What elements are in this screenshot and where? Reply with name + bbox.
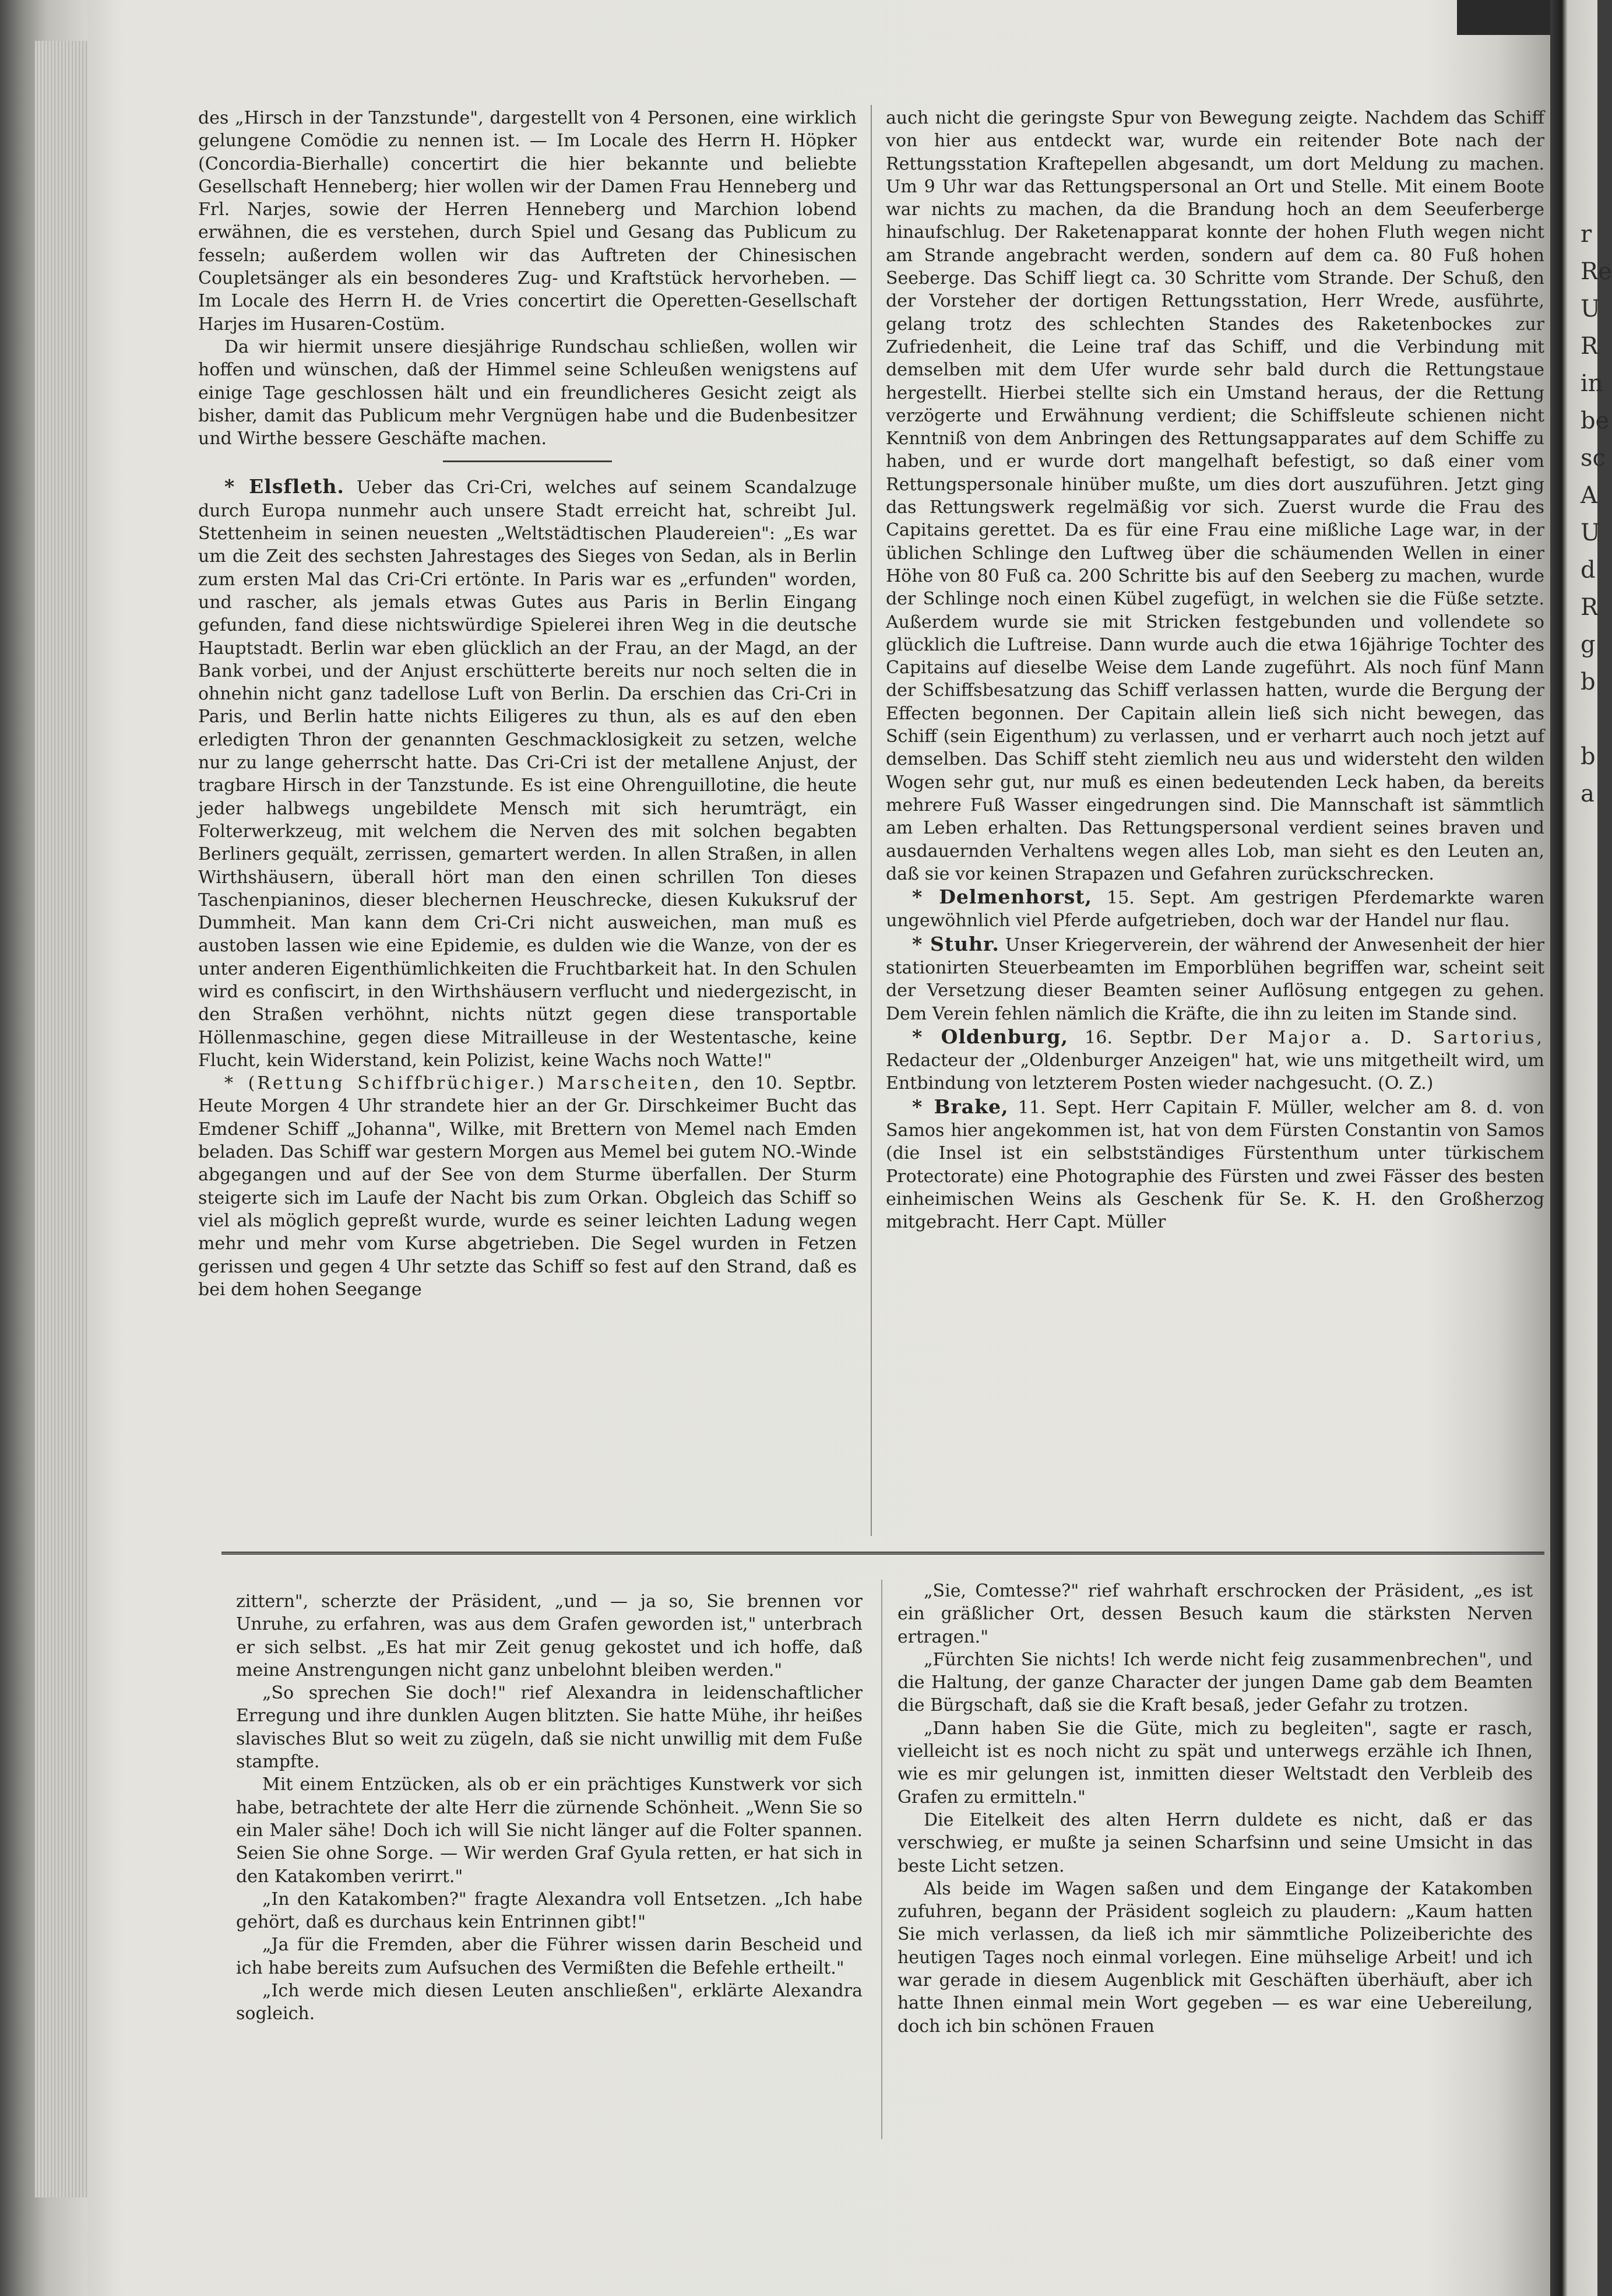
item-heading: * Elsfleth. xyxy=(224,475,344,498)
news-item-stuhr xyxy=(886,933,1544,1025)
article-text: Redacteur der „Oldenburger Anzeigen" hat, wie uns mitgetheilt wird, um Entbindung von letzterem Posten wieder nachgesucht. xyxy=(886,1050,1544,1094)
feuilleton-separator xyxy=(221,1552,1544,1555)
news-column-right xyxy=(886,107,1544,1234)
news-item-elsfleth xyxy=(198,475,857,1072)
article-text: des „Hirsch in der Tanzstunde", dargestellt von 4 Personen, eine wirklich gelungene Comödie zu nennen ist. — Im Locale des Herrn H. Höpker (Concordia-Bierhalle) concertirt die hier bekannte und beliebte Gesellschaft Henneberg; hier wollen wir der Damen Frau Henneberg und Frl. Narjes, sowie der Herren Henneberg und Marchion lobend erwähnen, die es verstehen, durch Spiel und Gesang das Publicum zu fesseln; außerdem wollen wir das Auftreten der Chinesischen Coupletsänger als ein besonderes Zug- und Kraftstück hervorheben. — Im Locale des Herrn H. de Vries concertirt die Operetten-Gesellschaft Harjes im Husaren-Costüm. xyxy=(198,108,857,335)
page-stack xyxy=(35,41,93,2197)
item-date: 15. Sept. xyxy=(1107,888,1195,909)
story-text: „Ja für die Fremden, aber die Führer wissen darin Bescheid und ich habe bereits zum Aufsuchen des Vermißten die Befehle ertheilt." xyxy=(236,1935,863,1978)
story-text: „Fürchten Sie nichts! Ich werde nicht feig zusammenbrechen", und die Haltung, der ganze Character der jungen Dame gab dem Beamten die Bürgschaft, daß sie die Kraft besaß, jeder Gefahr zu trotzen. xyxy=(897,1649,1533,1716)
item-date: 11. Sept. xyxy=(1018,1097,1101,1118)
story-text: Die Eitelkeit des alten Herrn duldete es nicht, daß er das verschwieg, er mußte ja seinen Scharfsinn und seine Umsicht in das beste Licht setzen. xyxy=(897,1809,1533,1876)
item-source: (O. Z.) xyxy=(1378,1073,1434,1094)
story-text: „Dann haben Sie die Güte, mich zu begleiten", sagte er rasch, vielleicht ist es noch nicht zu spät und unterwegs erzähle ich Ihnen, wie es mir gelungen ist, inmitten dieser Weltstadt den Verbleib des Grafen zu ermitteln." xyxy=(897,1718,1533,1808)
article-text: Da wir hiermit unsere diesjährige Rundschau schließen, wollen wir hoffen und wünschen, daß der Himmel seine Schleußen wenigstens auf einige Tage geschlossen hält und ein freundlicheres Gesicht zeigt als bisher, damit das Publicum mehr Vergnügen habe und die Budenbesitzer und Wirthe bessere Geschäfte machen. xyxy=(198,336,857,449)
article-text: auch nicht die geringste Spur von Bewegung zeigte. Nachdem das Schiff von hier aus entdeckt war, wurde ein reitender Bote nach der Rettungsstation Kraftepellen abgesandt, um dort Meldung zu machen. Um 9 Uhr war das Rettungspersonal an Ort und Stelle. Mit einem Boote war nichts zu machen, da die Brandung hoch an dem Seeuferberge hinaufschlug. Der Raketenapparat konnte der hohen Fluth wegen nicht am Strande angebracht werden, sondern auf dem ca. 80 Fuß hohen Seeberge. Das Schiff liegt ca. 30 Schritte vom Strande. Der Schuß, den der Vorsteher der dortigen Rettungsstation, Herr Wrede, ausführte, gelang trotz des schlechten Standes des Raketenbockes zur Zufriedenheit, die Leine traf das Schiff, und die Verbindung mit demselben mit dem Ufer wurde sehr bald durch die Rettungstaue hergestellt. Hierbei stellte sich ein Umstand heraus, der die Rettung verzögerte und Erwähnung verdient; die Schiffsleute schienen nicht Kenntniß von dem Anbringen des Rettungsapparates auf dem Schiffe zu haben, und er wurde dort mangelhaft befestigt, so daß einer vom Rettungspersonale hinüber mußte, um dies dort auszuführen. Jetzt ging das Rettungswerk regelmäßig vor sich. Zuerst wurde die Frau des Capitains gerettet. Da es für eine Frau eine mißliche Lage war, in der üblichen Schlinge den Luftweg über die schäumenden Wellen in einer Höhe von 80 Fuß ca. 200 Schritte bis auf den Seeberg zu machen, wurde der Schlinge noch einen Kübel zugefügt, in welchen sie die Füße setzte. Außerdem wurde sie mit Stricken festgebunden und vollendete so glücklich die Luftreise. Dann wurde auch die etwa 16jährige Tochter des Capitains auf dieselbe Weise dem Lande zugeführt. Als noch fünf Mann der Schiffsbesatzung das Schiff verlassen hatten, wurde die Bergung der Effecten begonnen. Der Capitain allein ließ sich nicht bewegen, das Schiff (sein Eigenthum) zu verlassen, und er verharrt auch noch jetzt auf demselben. Das Schiff steht ziemlich neu aus und widersteht den wilden Wogen sehr gut, nur muß es einen bedeutenden Leck haben, da bereits mehrere Fuß Wasser eingedrungen sind. Die Mannschaft ist sämmtlich am Leben erhalten. Das Rettungspersonal verdient seines braven und ausdauernden Verhaltens wegen alles Lob, man sieht es den Leuten an, daß sie vor keinen Strapazen und Gefahren zurückschrecken. xyxy=(886,108,1544,884)
news-column-left xyxy=(198,107,857,1301)
column-divider-feuilleton xyxy=(881,1580,882,2139)
feuilleton-column-right xyxy=(897,1580,1533,2038)
article-text: Unser Kriegerverein, der während der Anwesenheit der hier stationirten Steuerbeamten im Emporblühen begriffen war, scheint seit der Versetzung dieser Beamten seiner Auflösung entgegen zu gehen. Dem Verein fehlen nämlich die Kräfte, die ihn zu leiten im Stande sind. xyxy=(886,934,1544,1024)
item-heading: * (Rettung Schiffbrüchiger.) xyxy=(224,1073,547,1094)
item-heading: * Brake, xyxy=(912,1095,1009,1118)
news-item-brake xyxy=(886,1095,1544,1234)
news-item-rettung xyxy=(198,1072,857,1301)
article-text: Herr Capitain F. Müller, welcher am 8. d. von Samos hier angekommen ist, hat von dem Fürsten Constantin von Samos (die Insel ist ein selbstständiges Fürstenthum unter türkischem Protectorate) eine Photographie des Fürsten und zwei Fässer des besten einheimischen Weins als Geschenk für Se. K. H. den Großherzog mitgebracht. Herr Capt. Müller xyxy=(886,1097,1544,1233)
story-text: „Ich werde mich diesen Leuten anschließen", erklärte Alexandra sogleich. xyxy=(236,1981,863,2024)
scan-shadow xyxy=(1457,0,1550,35)
facing-page-text-fragment: r Re U R in be sc A U d R g b b a xyxy=(1581,221,1612,807)
item-person: Der Major a. D. Sartorius, xyxy=(1209,1027,1544,1048)
item-heading: * Delmenhorst, xyxy=(912,885,1093,909)
feuilleton-column-left xyxy=(236,1590,863,2026)
item-heading: * Stuhr. xyxy=(912,932,999,955)
story-text: zittern", scherzte der Präsident, „und — ja so, Sie brennen vor Unruhe, zu erfahren, was aus dem Grafen geworden ist," unterbrach er sich selbst. „Es hat mir Zeit genug gekostet und ich hoffe, daß meine Anstrengungen nicht ganz unbelohnt bleiben werden." xyxy=(236,1591,863,1680)
story-text: Als beide im Wagen saßen und dem Eingange der Katakomben zufuhren, begann der Präsident sogleich zu plaudern: „Kaum hatten Sie mich verlassen, da ließ ich mir sämmtliche Polizeiberichte des heutigen Tages noch einmal vorlegen. Eine mühselige Arbeit! und ich war gerade in diesem Augenblick mit Geschäften überhäuft, aber ich hatte Ihnen einmal mein Wort gegeben — es war eine Uebereilung, doch ich bin schönen Frauen xyxy=(897,1878,1533,2037)
story-text: „Sie, Comtesse?" rief wahrhaft erschrocken der Präsident, „es ist ein gräßlicher Ort, dessen Besuch kaum die stärksten Nerven ertragen." xyxy=(897,1581,1533,1647)
item-heading: * Oldenburg, xyxy=(912,1025,1068,1048)
article-text: Ueber das Cri-Cri, welches auf seinem Scandalzuge durch Europa nunmehr auch unsere Stadt erreicht hat, schreibt Jul. Stettenheim in seinen neuesten „Weltstädtischen Plaudereien": „Es war um die Zeit des sechsten Jahrestages des Sieges von Sedan, als in Berlin zum ersten Mal das Cri-Cri ertönte. In Paris war es „erfunden" worden, und rascher, als jemals etwas Gutes aus Paris in Berlin Eingang gefunden, fand diese nichtswürdige Spielerei ihren Weg in die deutsche Hauptstadt. Berlin war eben glücklich an der Frau, an der Magd, an der Bank vorbei, und der Anjust erschütterte bereits nur noch selten die in ohnehin nicht ganz tadellose Luft von Berlin. Da erschien das Cri-Cri in Paris, und Berlin hatte nichts Eiligeres zu thun, als es auf den eben erledigten Thron der genannten Geschmacklosigkeit zu setzen, welche nur zu lange geherrscht hatte. Das Cri-Cri ist der metallene Anjust, der tragbare Hirsch in der Tanzstunde. Es ist eine Ohrenguillotine, die heute jeder halbwegs ungebildete Mensch mit sich herumträgt, ein Folterwerkzeug, mit welchem die Nerven des mit solchen begabten Berliners gequält, zerrissen, gemartert werden. In allen Straßen, in allen Wirthshäusern, überall hört man den einen schrillen Ton dieses Taschenpianinos, dieser blechernen Heuschrecke, diesen Kukuksruf der Dummheit. Man kann dem Cri-Cri nicht ausweichen, man muß es austoben lassen wie eine Epidemie, es dulden wie die Wanze, von der es unter anderen Eigenthümlichkeiten die Fruchtbarkeit hat. In den Schulen wird es confiscirt, in den Wirthshäusern verflucht und niedergezischt, in den Straßen verhöhnt, nichts nützt gegen diese transportable Höllenmaschine, gegen diese Mitrailleuse in der Westentasche, keine Flucht, kein Widerstand, kein Polizist, keine Wachs noch Watte!" xyxy=(198,477,857,1071)
column-divider xyxy=(871,105,872,1536)
item-place: Marscheiten, xyxy=(557,1073,702,1094)
story-text: „In den Katakomben?" fragte Alexandra voll Entsetzen. „Ich habe gehört, daß es durchaus kein Entrinnen gibt!" xyxy=(236,1889,863,1933)
item-date: 16. Septbr. xyxy=(1085,1027,1193,1048)
news-item-delmenhorst xyxy=(886,885,1544,933)
story-text: Mit einem Entzücken, als ob er ein prächtiges Kunstwerk vor sich habe, betrachtete der alte Herr die zürnende Schönheit. „Wenn Sie so ein Maler sähe! Doch ich will Sie nicht länger auf die Folter spannen. Seien Sie ohne Sorge. — Wir werden Graf Gyula retten, er hat sich in den Katakomben verirrt." xyxy=(236,1774,863,1887)
article-text: Am gestrigen Pferdemarkte waren ungewöhnlich viel Pferde aufgetrieben, doch war der Handel nur flau. xyxy=(886,888,1544,931)
story-text: „So sprechen Sie doch!" rief Alexandra in leidenschaftlicher Erregung und ihre dunklen Augen blitzten. Sie hatte Mühe, ihr heißes slavisches Blut so weit zu zügeln, daß sie nicht unwillig mit dem Fuße stampfte. xyxy=(236,1683,863,1773)
section-divider xyxy=(443,460,612,462)
article-text: den 10. Septbr. Heute Morgen 4 Uhr strandete hier an der Gr. Dirschkeimer Bucht das Emdener Schiff „Johanna", Wilke, mit Brettern von Memel nach Emden beladen. Das Schiff war gestern Morgen aus Memel bei gutem NO.-Winde abgegangen und auf der See von dem Sturme überfallen. Der Sturm steigerte sich im Laufe der Nacht bis zum Orkan. Obgleich das Schiff so viel als möglich gepreßt wurde, wurde es seiner leichten Ladung wegen mehr und mehr vom Kurse abgetrieben. Die Segel wurden in Fetzen gerissen und gegen 4 Uhr setzte das Schiff so fest auf den Strand, daß es bei dem hohen Seegange xyxy=(198,1073,857,1300)
news-item-oldenburg xyxy=(886,1025,1544,1095)
